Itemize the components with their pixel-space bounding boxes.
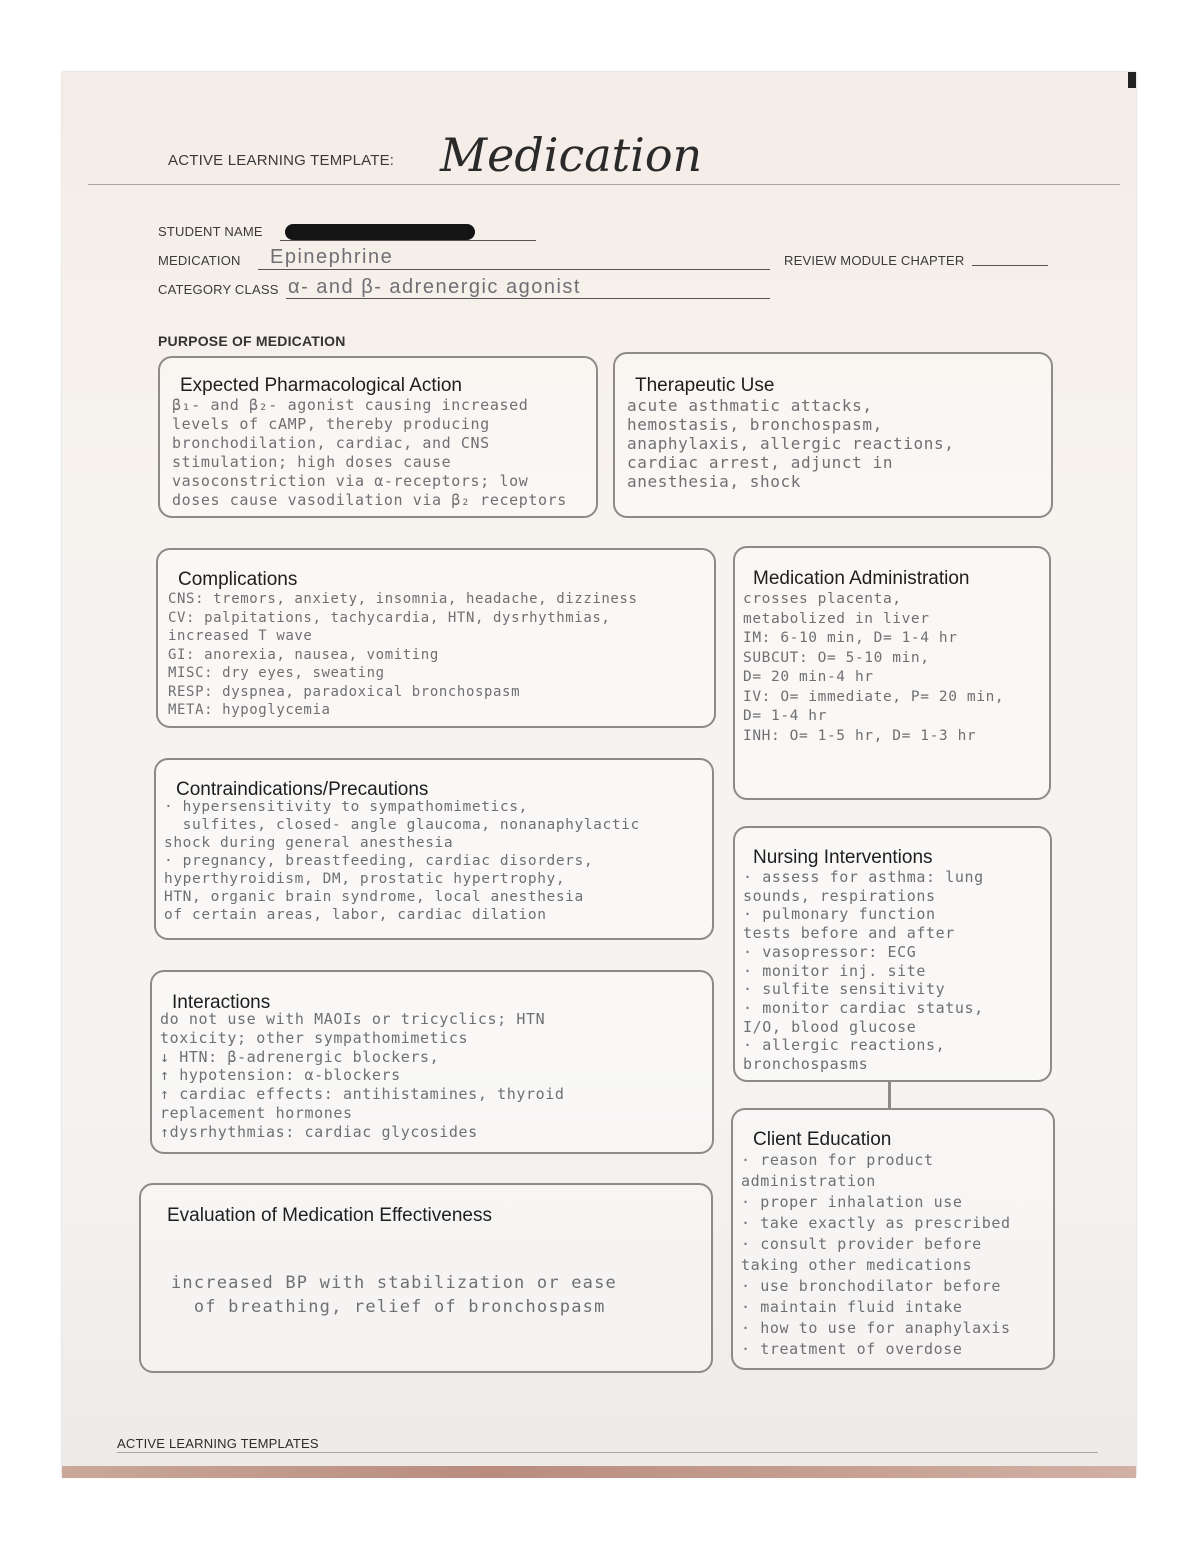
expected-action-box (158, 356, 598, 518)
client-education-title: Client Education (753, 1129, 892, 1150)
therapeutic-use-title: Therapeutic Use (635, 375, 775, 396)
evaluation-box (139, 1183, 713, 1373)
administration-box (733, 546, 1051, 800)
contraindications-title: Contraindications/Precautions (176, 779, 429, 800)
evaluation-text: increased BP with stabilization or ease of breathing, relief of bronchospasm (171, 1273, 617, 1317)
category-class-label: CATEGORY CLASS (158, 282, 279, 297)
nursing-interventions-title: Nursing Interventions (753, 847, 933, 868)
template-label: ACTIVE LEARNING TEMPLATE: (168, 152, 395, 169)
contraindications-box (154, 758, 714, 940)
complications-text: CNS: tremors, anxiety, insomnia, headache, dizziness CV: palpitations, tachycardia, HTN, dysrhythmias, increased T wave GI: anorexia, nausea, vomiting MISC: dry eyes, sweating RESP: dyspnea, paradoxical bronchospasm META: hypoglycemia (168, 591, 638, 718)
nursing-interventions-box (733, 826, 1052, 1082)
administration-text: crosses placenta, metabolized in liver IM: 6-10 min, D= 1-4 hr SUBCUT: O= 5-10 min, D= 20 min-4 hr IV: O= immediate, P= 20 min, D= 1-4 hr INH: O= 1-5 hr, D= 1-3 hr (743, 591, 1005, 744)
corner-mark (1128, 72, 1136, 88)
page-title: Medication (440, 128, 703, 182)
header-divider (88, 184, 1120, 185)
purpose-heading: PURPOSE OF MEDICATION (158, 333, 346, 349)
client-education-box (731, 1108, 1055, 1370)
therapeutic-use-box (613, 352, 1053, 518)
review-module-label: REVIEW MODULE CHAPTER (784, 253, 965, 268)
complications-box (156, 548, 716, 728)
nursing-interventions-text: · assess for asthma: lung sounds, respirations · pulmonary function tests before and after · vasopressor: ECG · monitor inj. site · sulfite sensitivity · monitor cardiac status, I/O, blood glucose · allergic reactions, bronchospasms (743, 868, 984, 1074)
footer-label: ACTIVE LEARNING TEMPLATES (117, 1436, 319, 1451)
therapeutic-use-text: acute asthmatic attacks, hemostasis, bronchospasm, anaphylaxis, allergic reactions, cardiac arrest, adjunct in anesthesia, shock (627, 396, 955, 491)
box-connector (888, 1082, 891, 1108)
category-class-value: α- and β- adrenergic agonist (288, 276, 581, 298)
student-name-line (280, 240, 536, 241)
background-strip (62, 1466, 1136, 1478)
redacted-student-name (285, 224, 475, 240)
interactions-title: Interactions (172, 992, 271, 1013)
interactions-text: do not use with MAOIs or tricyclics; HTN toxicity; other sympathomimetics ↓ HTN: β-adrenergic blockers, ↑ hypotension: α-blockers ↑ cardiac effects: antihistamines, thyroid replacement hormones ↑dysrhythmias: cardiac glycosides (160, 1010, 565, 1141)
medication-label: MEDICATION (158, 253, 241, 268)
footer-divider (117, 1452, 1098, 1453)
expected-action-title: Expected Pharmacological Action (180, 375, 462, 396)
medication-line (258, 269, 770, 270)
complications-title: Complications (178, 569, 298, 590)
interactions-box (150, 970, 714, 1154)
review-module-line (972, 265, 1048, 266)
student-name-label: STUDENT NAME (158, 224, 263, 239)
client-education-text: · reason for product administration · proper inhalation use · take exactly as prescribed · consult provider before taking other medications · use bronchodilator before · maintain fluid intake · how to use for anaphylaxis · treatment of overdose (741, 1151, 1011, 1358)
medication-value: Epinephrine (270, 246, 394, 268)
expected-action-text: β₁- and β₂- agonist causing increased levels of cAMP, thereby producing bronchodilation, cardiac, and CNS stimulation; high doses cause vasoconstriction via α-receptors; low doses cause vasodilation via β₂ receptors (172, 396, 567, 509)
contraindications-text: · hypersensitivity to sympathomimetics, sulfites, closed- angle glaucoma, nonanaphylactic shock during general anesthesia · pregnancy, breastfeeding, cardiac disorders, hyperthyroidism, DM, prostatic hypertrophy, HTN, organic brain syndrome, local anesthesia of certain areas, labor, cardiac dilation (164, 799, 640, 923)
administration-title: Medication Administration (753, 568, 970, 589)
evaluation-title: Evaluation of Medication Effectiveness (167, 1205, 492, 1226)
